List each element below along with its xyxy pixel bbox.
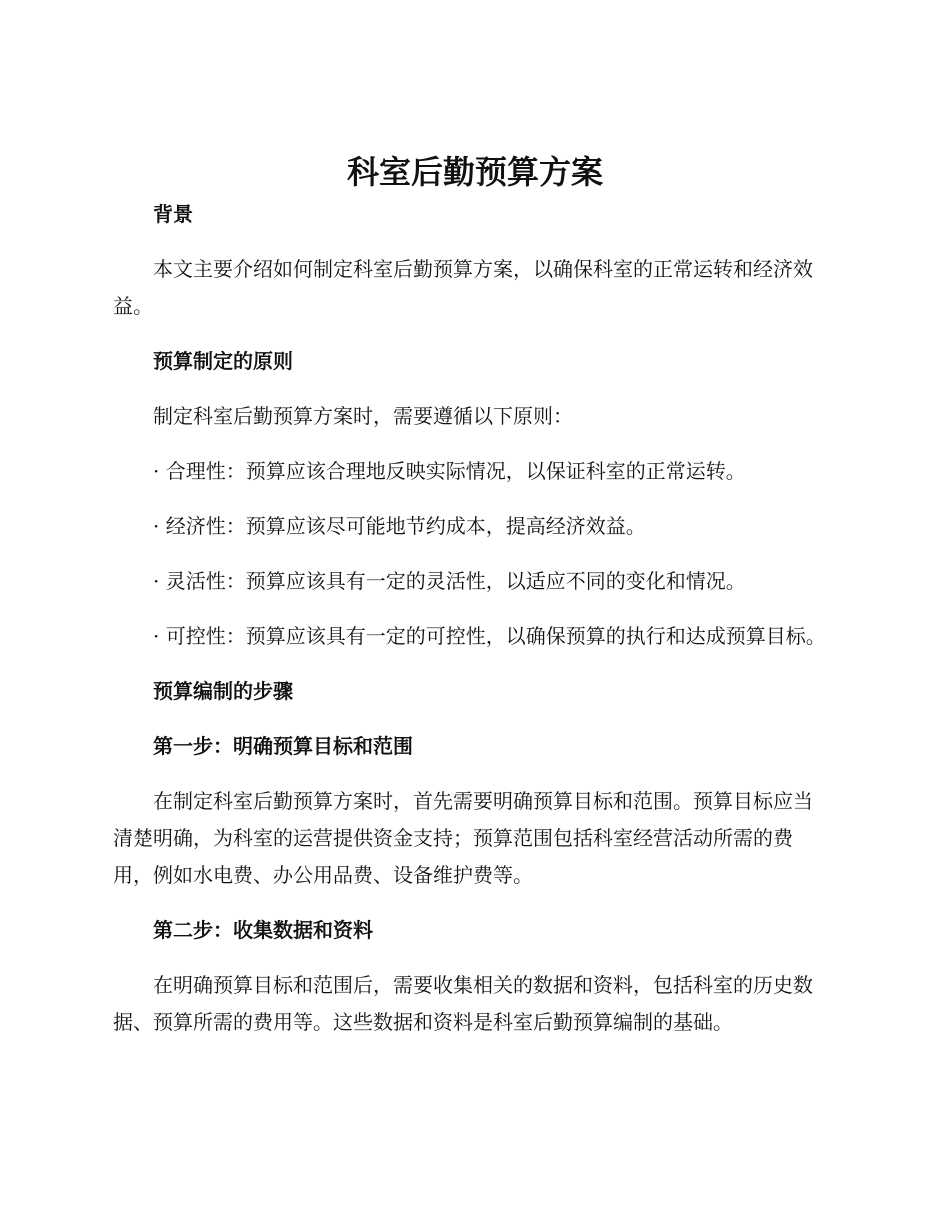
section-heading-steps: 预算编制的步骤 (153, 679, 293, 703)
step-heading-1: 第一步：明确预算目标和范围 (153, 734, 413, 758)
principle-item: · 灵活性：预算应该具有一定的灵活性，以适应不同的变化和情况。 (153, 569, 746, 593)
section-heading-background: 背景 (153, 202, 193, 226)
step-heading-2: 第二步：收集数据和资料 (153, 918, 373, 942)
step-2-paragraph: 在明确预算目标和范围后，需要收集相关的数据和资料，包括科室的历史数据、预算所需的费用等。这些数据和资料是科室后勤预算编制的基础。 (113, 973, 813, 1034)
section-heading-principles: 预算制定的原则 (153, 349, 293, 373)
principle-item: · 合理性：预算应该合理地反映实际情况，以保证科室的正常运转。 (153, 459, 746, 483)
document-body (113, 196, 831, 1059)
principle-item: · 经济性：预算应该尽可能地节约成本，提高经济效益。 (153, 514, 646, 538)
principle-item: · 可控性：预算应该具有一定的可控性，以确保预算的执行和达成预算目标。 (153, 624, 826, 648)
document-title: 科室后勤预算方案 (346, 153, 603, 191)
step-1-paragraph: 在制定科室后勤预算方案时，首先需要明确预算目标和范围。预算目标应当清楚明确，为科室的运营提供资金支持；预算范围包括科室经营活动所需的费用，例如水电费、办公用品费、设备维护费等。 (113, 789, 813, 887)
background-paragraph: 本文主要介绍如何制定科室后勤预算方案，以确保科室的正常运转和经济效益。 (113, 257, 813, 318)
principles-intro-paragraph: 制定科室后勤预算方案时，需要遵循以下原则： (153, 404, 573, 428)
